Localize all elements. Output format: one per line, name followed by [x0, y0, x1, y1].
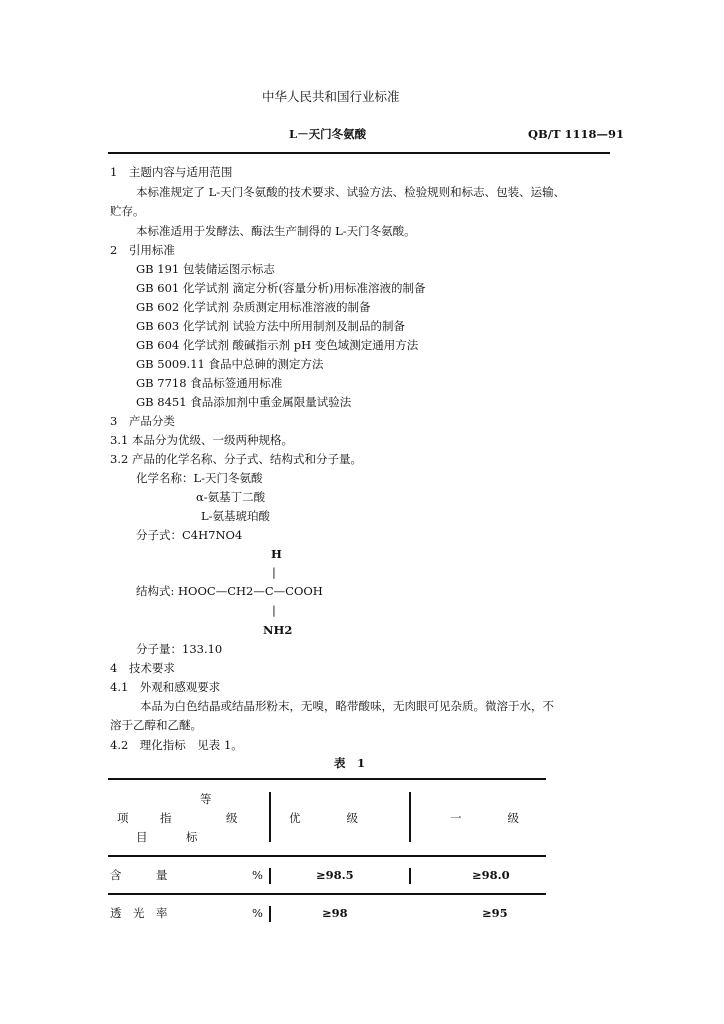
row-unit: %: [252, 868, 263, 882]
reference-item: GB 7718 食品标签通用标准: [136, 376, 283, 390]
section-4-2: 4.2 理化指标 见表 1。: [110, 738, 243, 752]
table-header-grade-char: 等: [200, 792, 212, 806]
document-code: QB/T 1118—91: [528, 127, 625, 141]
section-3-1: 3.1 本品分为优级、一级两种规格。: [110, 433, 293, 447]
table-header-level-char: 级: [226, 811, 238, 825]
row-unit: %: [252, 906, 263, 920]
row-name: 透 光 率: [110, 906, 168, 920]
reference-item: GB 5009.11 食品中总砷的测定方法: [136, 357, 324, 371]
section-2-heading: 2 引用标准: [110, 243, 175, 257]
reference-item: GB 603 化学试剂 试验方法中所用制剂及制品的制备: [136, 319, 406, 333]
table-header-premium: 优 级: [289, 811, 358, 825]
section-1-heading: 1 主题内容与适用范围: [110, 165, 233, 179]
row-premium-value: ≥98.5: [316, 868, 354, 882]
section-4-heading: 4 技术要求: [110, 661, 175, 675]
table-col-divider: [409, 868, 411, 884]
section-3-heading: 3 产品分类: [110, 414, 175, 428]
table-col-divider: [269, 868, 271, 884]
table-col-divider: [269, 906, 271, 922]
reference-item: GB 8451 食品添加剂中重金属限量试验法: [136, 395, 352, 409]
structure-top-atom: H: [271, 547, 282, 561]
row-premium-value: ≥98: [322, 906, 348, 920]
section-4-1-paragraph-a: 本品为白色结晶或结晶形粉末，无嗅，略带酸味，无肉眼可见杂质。微溶于水，不: [140, 699, 554, 713]
structure-bond-bottom: |: [272, 603, 276, 617]
section-4-1-heading: 4.1 外观和感观要求: [110, 680, 221, 694]
table-caption: 表 1: [334, 756, 366, 770]
table-row-rule: [108, 893, 546, 895]
chemical-name-alt-2: L-氨基琥珀酸: [201, 509, 271, 523]
table-col-divider: [269, 792, 271, 842]
section-3-2: 3.2 产品的化学名称、分子式、结构式和分子量。: [110, 452, 362, 466]
document-title: L－天门冬氨酸: [289, 127, 367, 141]
chemical-name: 化学名称：L-天门冬氨酸: [136, 471, 263, 485]
reference-item: GB 604 化学试剂 酸碱指示剂 pH 变色域测定通用方法: [136, 338, 419, 352]
structure-bond-top: |: [272, 565, 276, 579]
table-top-rule: [108, 778, 546, 780]
structure-bottom-group: NH2: [263, 623, 293, 637]
header-divider: [108, 152, 610, 154]
molecular-formula: 分子式：C4H7NO4: [136, 528, 243, 542]
section-1-paragraph-2: 本标准适用于发酵法、酶法生产制得的 L-天门冬氨酸。: [136, 224, 416, 238]
section-1-paragraph-1a: 本标准规定了 L-天门冬氨酸的技术要求、试验方法、检验规则和标志、包装、运输、: [136, 185, 566, 199]
row-name: 含 量: [110, 868, 168, 882]
reference-item: GB 191 包装储运图示标志: [136, 262, 275, 276]
table-header-first: 一 级: [450, 811, 519, 825]
chemical-name-alt-1: α-氨基丁二酸: [196, 490, 266, 504]
standard-category: 中华人民共和国行业标准: [262, 89, 400, 104]
table-header-biao-char: 标: [186, 830, 198, 844]
section-4-1-paragraph-b: 溶于乙醇和乙醚。: [110, 718, 202, 732]
reference-item: GB 601 化学试剂 滴定分析(容量分析)用标准溶液的制备: [136, 281, 426, 295]
row-first-value: ≥98.0: [472, 868, 510, 882]
reference-item: GB 602 化学试剂 杂质测定用标准溶液的制备: [136, 300, 371, 314]
structural-formula: 结构式: HOOC—CH2—C—COOH: [136, 584, 323, 598]
row-first-value: ≥95: [482, 906, 508, 920]
table-header-index-char: 指: [160, 811, 172, 825]
molecular-weight: 分子量：133.10: [136, 642, 223, 656]
table-header-mu-char: 目: [136, 830, 148, 844]
section-1-paragraph-1b: 贮存。: [110, 204, 145, 218]
table-header-rule: [108, 855, 546, 857]
table-col-divider: [409, 792, 411, 842]
table-header-item-char: 项: [117, 811, 129, 825]
